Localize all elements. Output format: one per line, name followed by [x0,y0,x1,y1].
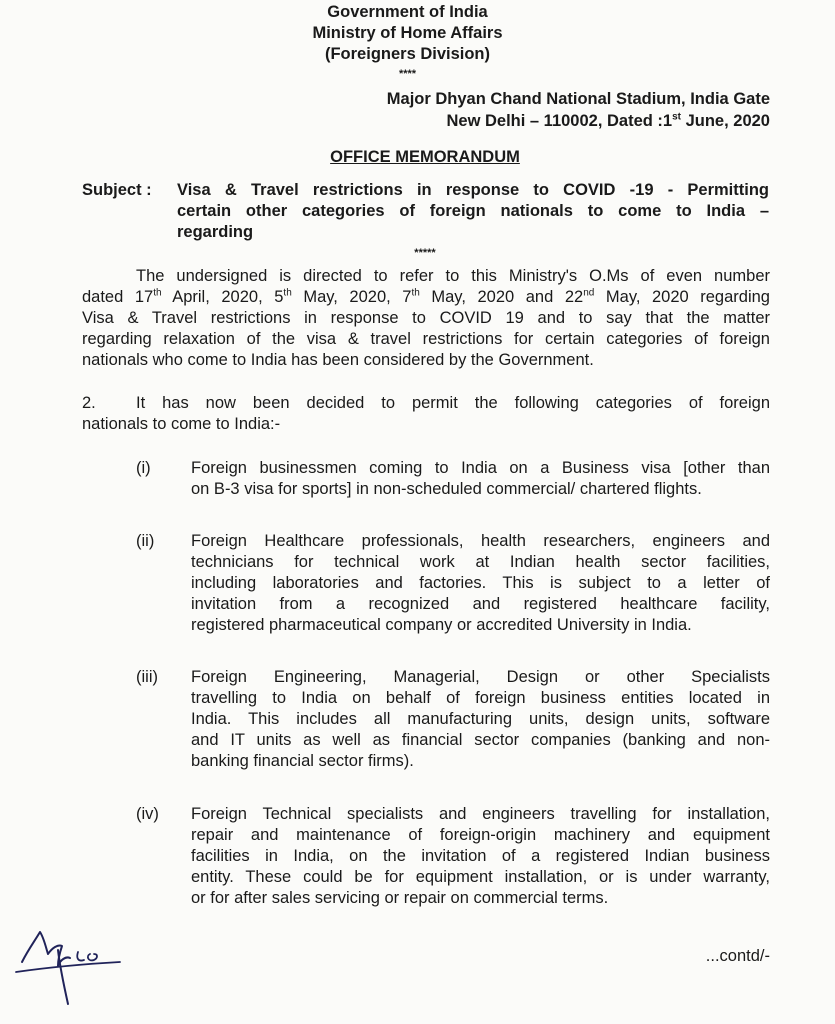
para1-sup-3: th [411,287,420,299]
item-4-line-5: or for after sales servicing or repair on commercial terms. [191,889,609,907]
address-line-1: Major Dhyan Chand National Stadium, India Gate [386,90,770,108]
item-4-line-3: facilities in India, on the invitation of a registered Indian business [191,847,770,865]
item-2-line-1: Foreign Healthcare professionals, health researchers, engineers and [191,532,770,550]
address-date-suffix: June, 2020 [681,112,770,130]
item-numeral: (iv) [136,805,159,823]
para1-date-c: May, 2020, 7 [291,288,412,306]
item-3-line-3: India. This includes all manufacturing units, design units, software [191,710,770,728]
item-4-line-2: repair and maintenance of foreign-origin machinery and equipment [191,826,770,844]
item-3-line-5: banking financial sector firms). [191,752,414,770]
para2-line-2: nationals to come to India:- [82,415,281,433]
para1-line-1: The undersigned is directed to refer to this Ministry's O.Ms of even number [136,267,770,285]
header-stars: **** [398,68,417,80]
para1-date-d: May, 2020 and 22 [419,288,584,306]
item-2-line-2: technicians for technical work at Indian health sector facilities, [191,553,770,571]
header-govt: Government of India [327,3,488,21]
para1-line-4: regarding relaxation of the visa & travel restrictions for certain categories of foreign [82,330,770,348]
address-date-sup: st [672,111,682,123]
para1-line-3: Visa & Travel restrictions in response to COVID 19 and to say that the matter [82,309,770,327]
para2-number: 2. [82,394,96,412]
address-date-prefix: New Delhi – 110002, Dated :1 [446,112,673,130]
subject-line-3: regarding [177,223,254,241]
para1-sup-4: nd [583,287,595,299]
item-numeral: (iii) [136,668,158,686]
header-ministry: Ministry of Home Affairs [312,24,503,42]
para1-date-b: April, 2020, 5 [161,288,284,306]
item-3-line-1: Foreign Engineering, Managerial, Design or other Specialists [191,668,770,686]
para1-date-e: May, 2020 regarding [594,288,770,306]
contd-marker: ...contd/- [705,947,770,965]
para2-line-1: It has now been decided to permit the following categories of foreign [136,394,770,412]
subject-label: Subject : [82,181,152,199]
item-numeral: (ii) [136,532,155,550]
item-3-line-2: travelling to India on behalf of foreign business entities located in [191,689,770,707]
para1-line-2 [82,287,770,308]
para1-sup-1: th [153,287,162,299]
subject-line-1: Visa & Travel restrictions in response to COVID -19 - Permitting [177,181,769,199]
para1-line-5: nationals who come to India has been considered by the Government. [82,351,594,369]
subject-line-2: certain other categories of foreign nationals to come to India – [177,202,769,220]
item-2-line-3: including laboratories and factories. This is subject to a letter of [191,574,770,592]
para1-date-a: dated 17 [82,288,154,306]
item-1-line-2: on B-3 visa for sports] in non-scheduled commercial/ chartered flights. [191,480,702,498]
item-4-line-1: Foreign Technical specialists and engineers travelling for installation, [191,805,770,823]
item-numeral: (i) [136,459,151,477]
address-line-2 [0,111,770,132]
item-3-line-4: and IT units as well as financial sector companies (banking and non- [191,731,770,749]
subject-stars: ***** [414,247,436,259]
item-2-line-5: registered pharmaceutical company or accredited University in India. [191,616,692,634]
header-division: (Foreigners Division) [324,45,491,63]
memo-title: OFFICE MEMORANDUM [330,148,520,166]
para1-sup-2: th [283,287,292,299]
item-2-line-4: invitation from a recognized and registered healthcare facility, [191,595,770,613]
item-1-line-1: Foreign businessmen coming to India on a Business visa [other than [191,459,770,477]
item-4-line-4: entity. These could be for equipment installation, or is under warranty, [191,868,770,886]
